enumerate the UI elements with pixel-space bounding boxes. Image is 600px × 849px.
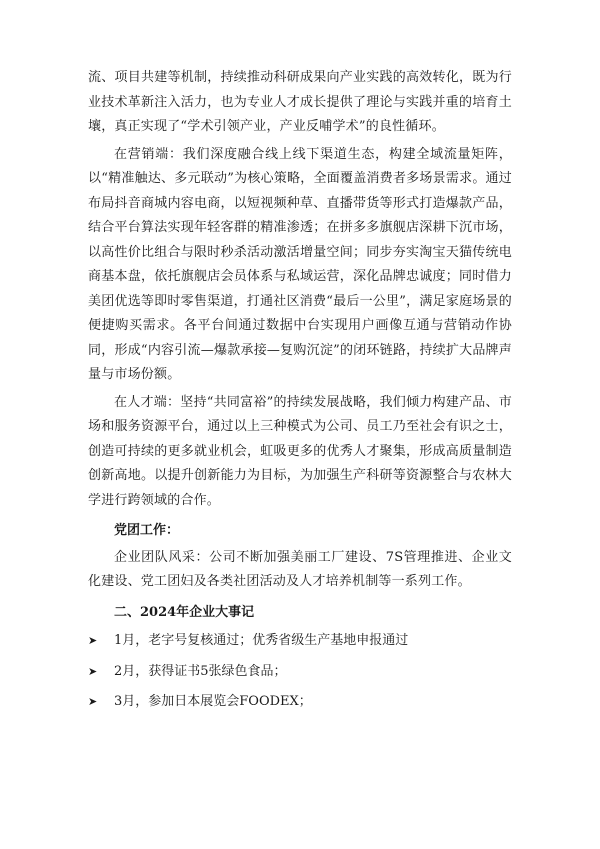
event-text: 3月，参加日本展览会FOODEX； xyxy=(114,694,312,709)
paragraph-party-work: 企业团队风采：公司不断加强美丽工厂建设、7S管理推进、企业文化建设、党工团妇及各类社团活动及人才培养机制等一系列工作。 xyxy=(88,549,512,589)
event-text: 2月，获得证书5张绿色食品； xyxy=(114,663,287,679)
events-heading: 二、2024年企业大事记 xyxy=(114,604,255,620)
paragraph-research-cooperation: 流、项目共建等机制，持续推动科研成果向产业实践的高效转化，既为行业技术革新注入活力，也为专业人才成长提供了理论与实践并重的培育土壤，真正实现了“学术引领产业，产业反哺学术”的良性循环。 xyxy=(88,70,512,134)
paragraph-talent: 在人才端：坚持“共同富裕”的持续发展战略，我们倾力构建产品、市场和服务资源平台，通过以上三种模式为公司、员工乃至社会有识之士，创造可持续的更多就业机会，虹吸更多的优秀人才聚集，形成高质量制造创新高地。以提升创新能力为目标，为加强生产科研等资源整合与农林大学进行跨领域的合作。 xyxy=(88,394,512,508)
list-item xyxy=(88,660,512,685)
party-work-heading: 党团工作： xyxy=(114,523,180,538)
document-page xyxy=(88,66,512,721)
paragraph-marketing: 在营销端：我们深度融合线上线下渠道生态，构建全域流量矩阵，以“精准触达、多元联动”为核心策略，全面覆盖消费者多场景需求。通过布局抖音商城内容电商，以短视频种草、直播带货等形式打造爆款产品，结合平台算法实现年轻客群的精准渗透；在拼多多旗舰店深耕下沉市场，以高性价比组合与限时秒杀活动激活增量空间；同步夯实淘宝天猫传统电商基本盘，依托旗舰店会员体系与私域运营，深化品牌忠诚度；同时借力美团优选等即时零售渠道，打通社区消费“最后一公里”，满足家庭场景的便捷购买需求。各平台间通过数据中台实现用户画像互通与营销动作协同，形成“内容引流—爆款承接—复购沉淀”的闭环链路，持续扩大品牌声量与市场份额。 xyxy=(88,146,512,382)
events-list xyxy=(88,629,512,715)
list-item xyxy=(88,629,512,654)
list-item xyxy=(88,690,512,715)
arrow-right-icon: ➤ xyxy=(88,695,98,708)
event-text: 1月，老字号复核通过；优秀省级生产基地申报通过 xyxy=(114,633,409,648)
arrow-right-icon: ➤ xyxy=(88,634,98,647)
arrow-right-icon: ➤ xyxy=(88,664,98,678)
